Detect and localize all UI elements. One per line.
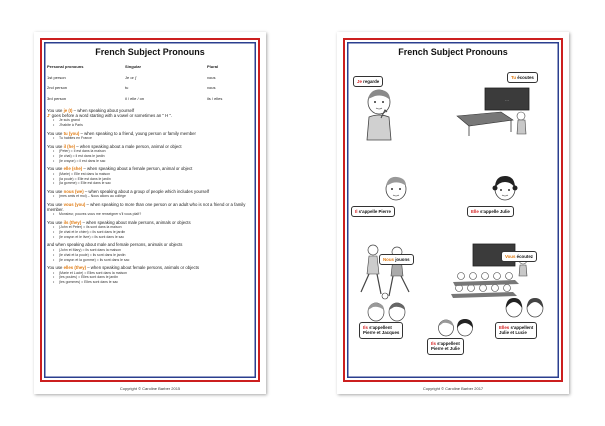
two-girls-illustration bbox=[503, 296, 547, 318]
section-text: and when speaking about male and female persons, animals or objects bbox=[47, 242, 183, 248]
pronoun-section-nous bbox=[47, 189, 255, 199]
pronoun-section-elle bbox=[47, 166, 255, 186]
section-text: – when speaking to more than one person or an adult who is not a friend or a family member. bbox=[47, 201, 246, 213]
pronoun-label: il (he) bbox=[63, 143, 76, 149]
copyright-notice: Copyright © Caroline Barber 2017 bbox=[422, 386, 484, 391]
bubble-elles bbox=[495, 322, 537, 339]
pronoun-label: je (I) bbox=[63, 107, 73, 113]
table-cell: ils / elles bbox=[207, 95, 223, 101]
example-item: • (Peter) = Il est dans la maison bbox=[47, 149, 255, 154]
section-text: – when speaking about a male person, animal or object bbox=[75, 143, 182, 149]
bubble-text: Pierre et Jacques bbox=[363, 330, 400, 336]
bubble-ils-boys bbox=[359, 322, 403, 339]
classroom-teacher-illustration bbox=[455, 86, 535, 136]
example-item: • Monsieur, pouvez-vous me renseigner s'il vous plaît? bbox=[47, 212, 255, 217]
bubble-text: jouons bbox=[393, 257, 410, 262]
bubble-text: écoutez bbox=[515, 254, 533, 259]
section-text: – when speaking to a friend, young person or family member bbox=[79, 130, 196, 136]
pronoun-label: Il bbox=[355, 209, 358, 214]
bubble-elle bbox=[467, 206, 514, 217]
table-cell: Je or j' bbox=[125, 74, 137, 80]
example-item: • (le chat) = il est dans le jardin bbox=[47, 154, 255, 159]
example-item: • (le crayon) = il est dans le sac bbox=[47, 159, 255, 164]
section-note: goes before a word starting with a vowel or sometimes an " H ". bbox=[50, 113, 173, 119]
pronoun-label: Vous bbox=[505, 254, 516, 259]
section-text: You use bbox=[47, 265, 64, 271]
worksheet-page-right bbox=[337, 32, 569, 394]
page-title: French Subject Pronouns bbox=[398, 47, 508, 57]
pronoun-label: elles (they) bbox=[63, 265, 87, 271]
bubble-text: Pierre et Julie bbox=[431, 346, 460, 352]
table-header: Singular bbox=[125, 64, 142, 69]
pronoun-label: tu (you) bbox=[63, 130, 80, 136]
worksheet-content bbox=[47, 64, 255, 285]
example-item: • Tu habites en France bbox=[47, 136, 255, 141]
bubble-text: s'appellent bbox=[367, 325, 392, 330]
pronoun-label: Ils bbox=[363, 325, 368, 330]
example-item: • (la gomme) = Elle est dans le sac bbox=[47, 181, 255, 186]
section-text: – when speaking about yourself bbox=[72, 107, 135, 113]
section-text: You use bbox=[47, 219, 64, 225]
bubble-il bbox=[351, 206, 395, 217]
example-item: • (le chat et le chien) = ils sont dans le jardin bbox=[47, 230, 255, 235]
table-cell: il / elle / on bbox=[125, 95, 145, 101]
example-item: • (John et Peter) = ils sont dans la maison bbox=[47, 225, 255, 230]
bubble-je bbox=[353, 76, 383, 87]
pronoun-section-ils bbox=[47, 220, 255, 240]
pronoun-table bbox=[47, 64, 255, 104]
bubble-text: écoutes bbox=[516, 75, 534, 80]
copyright-notice: Copyright © Caroline Barber 2015 bbox=[119, 386, 181, 391]
section-text: – when speaking about a group of people which includes yourself bbox=[83, 188, 210, 194]
two-boys-illustration bbox=[365, 300, 409, 322]
pronoun-label: Tu bbox=[511, 75, 517, 80]
section-text: – when speaking about a female person, animal or object bbox=[82, 166, 193, 172]
boy-face-illustration bbox=[383, 174, 409, 202]
svg-text:...: ... bbox=[505, 97, 509, 102]
pronoun-label: Je bbox=[357, 79, 362, 84]
bubble-nous bbox=[379, 254, 414, 265]
table-cell: 2nd person bbox=[47, 85, 68, 91]
bubble-text: s'appelle Julie bbox=[478, 209, 510, 214]
example-item: • (le chat et la poule) = ils sont dans le jardin bbox=[47, 253, 255, 258]
pronoun-label: vous (you) bbox=[63, 201, 86, 207]
pronoun-label: nous (we) bbox=[63, 188, 84, 194]
table-cell: vous bbox=[207, 74, 216, 80]
pronoun-label: Elle bbox=[471, 209, 479, 214]
bubble-ils-mixed bbox=[427, 338, 464, 355]
worksheet-page-left bbox=[34, 32, 266, 394]
example-item: • (les poules) = Elles sont dans le jardin bbox=[47, 275, 255, 280]
pronoun-label: Elles bbox=[499, 325, 510, 330]
illustration-scene bbox=[337, 32, 569, 394]
bubble-text: s'appellent bbox=[509, 325, 534, 330]
table-row bbox=[47, 83, 255, 93]
section-text: – when speaking about female persons, animals or objects bbox=[86, 265, 200, 271]
section-text: – when speaking about male persons, animals or objects bbox=[81, 219, 191, 225]
pronoun-label: elle (she) bbox=[63, 166, 83, 172]
table-cell: 1st person bbox=[47, 74, 66, 80]
bubble-vous bbox=[501, 251, 537, 262]
table-row bbox=[47, 72, 255, 82]
section-text: You use bbox=[47, 188, 64, 194]
pronoun-section-elles bbox=[47, 265, 255, 285]
pronoun-label: ils (they) bbox=[63, 219, 82, 225]
bubble-tu bbox=[507, 72, 538, 83]
example-item: • (les gommes) = Elles sont dans le sac bbox=[47, 280, 255, 285]
table-cell: 3rd person bbox=[47, 95, 67, 101]
example-item: • (Marie) = Elle est dans la maison bbox=[47, 172, 255, 177]
example-item: • Je suis grand bbox=[47, 118, 255, 123]
table-cell: tu bbox=[125, 85, 129, 91]
page-title: French Subject Pronouns bbox=[95, 47, 205, 57]
section-text: You use bbox=[47, 166, 64, 172]
bubble-text: s'appellent bbox=[435, 341, 460, 346]
section-text: You use bbox=[47, 130, 64, 136]
pronoun-section-vous bbox=[47, 202, 255, 218]
pronoun-label: Nous bbox=[383, 257, 394, 262]
bubble-text: s'appelle Pierre bbox=[357, 209, 391, 214]
section-text: You use bbox=[47, 143, 64, 149]
table-row bbox=[47, 93, 255, 103]
example-item: • (mes amis et moi) – Nous allons au collège bbox=[47, 194, 255, 199]
pronoun-section-ils-mixed bbox=[47, 242, 255, 262]
table-header: Plural bbox=[207, 64, 219, 69]
pronoun-section-tu bbox=[47, 131, 255, 141]
example-item: • (John et Mary) = ils sont dans la maison bbox=[47, 248, 255, 253]
section-text: You use bbox=[47, 201, 64, 207]
pronoun-label: J' bbox=[47, 113, 51, 119]
example-item: • (Marie et Lucie) = Elles sont dans la maison bbox=[47, 271, 255, 276]
bubble-text: regarde bbox=[361, 79, 380, 84]
boy-girl-illustration bbox=[436, 317, 476, 337]
table-header: Personal pronouns bbox=[47, 64, 84, 69]
children-playing-illustration bbox=[355, 242, 417, 302]
example-item: • (le crayon et le livre) = ils sont dans le sac bbox=[47, 235, 255, 240]
girl-face-illustration bbox=[492, 174, 518, 202]
example-item: • J'habite à Paris bbox=[47, 123, 255, 128]
table-cell: vous bbox=[207, 85, 216, 91]
pronoun-label: Ils bbox=[431, 341, 436, 346]
example-item: • (la poule) = Elle est dans le jardin bbox=[47, 177, 255, 182]
bubble-text: Julie et Lucie bbox=[499, 330, 527, 336]
example-item: • (le crayon et la gomme) = ils sont dans le sac bbox=[47, 258, 255, 263]
boy-thinking-illustration bbox=[359, 84, 399, 140]
section-text: You use bbox=[47, 107, 64, 113]
pronoun-section-il bbox=[47, 144, 255, 164]
pronoun-section-je bbox=[47, 108, 255, 129]
